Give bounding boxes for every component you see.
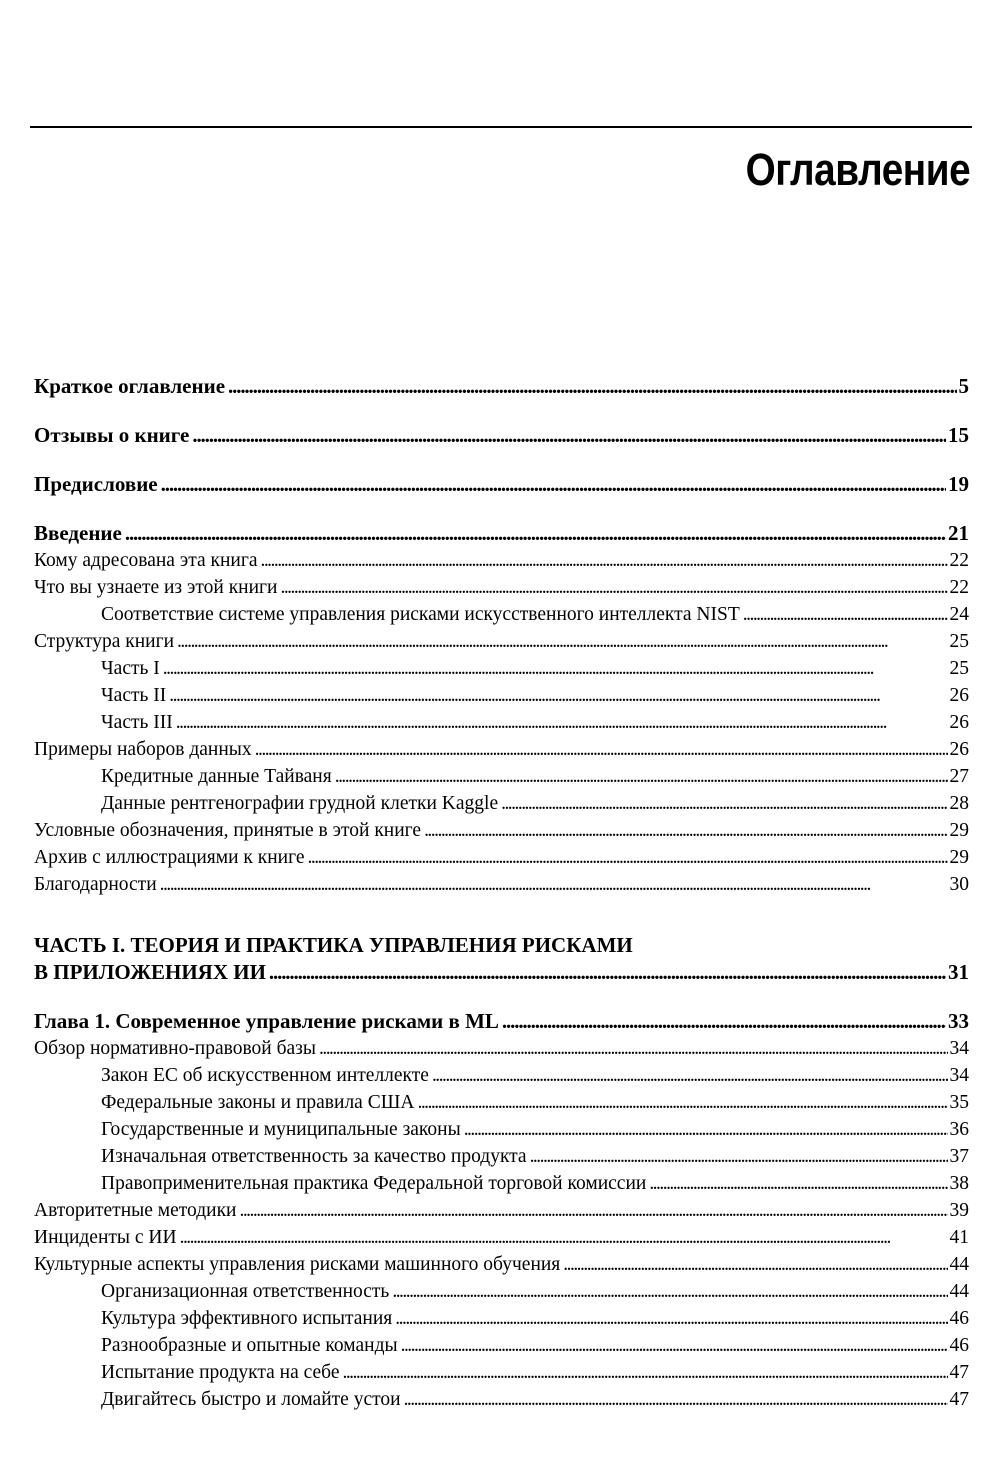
toc-entry-title: Примеры наборов данных (34, 739, 252, 760)
toc-entry[interactable] (34, 1305, 969, 1332)
toc-entry-title: В ПРИЛОЖЕНИЯХ ИИ (34, 960, 266, 984)
table-of-contents (34, 373, 969, 1413)
toc-entry[interactable] (34, 682, 969, 709)
toc-entry[interactable] (34, 1116, 969, 1143)
toc-entry-page: 30 (949, 874, 969, 895)
toc-entry-page: 22 (949, 550, 969, 571)
toc-leader-dots (169, 682, 947, 709)
toc-leader-dots (335, 763, 948, 790)
toc-leader-dots (395, 1305, 947, 1332)
toc-entry[interactable] (34, 601, 969, 628)
toc-entry-page: 15 (948, 423, 969, 447)
toc-leader-dots (269, 959, 946, 986)
toc-entry-title: Обзор нормативно-правовой базы (34, 1038, 316, 1059)
toc-entry-page: 25 (949, 631, 969, 652)
toc-entry-title: Организационная ответственность (101, 1281, 390, 1302)
toc-entry-title: Краткое оглавление (34, 374, 226, 398)
toc-leader-dots (424, 817, 947, 844)
toc-entry-page: 29 (949, 820, 969, 841)
toc-entry[interactable] (34, 1143, 969, 1170)
toc-leader-dots (161, 471, 946, 498)
toc-entry-page: 22 (949, 577, 969, 598)
toc-entry-title: Авторитетные методики (34, 1200, 237, 1221)
toc-entry[interactable] (34, 1386, 969, 1413)
toc-entry-title: Изначальная ответственность за качество продукта (101, 1146, 527, 1167)
toc-leader-dots (563, 1251, 947, 1278)
toc-entry[interactable] (34, 520, 969, 547)
toc-entry-title: Разнообразные и опытные команды (101, 1335, 398, 1356)
toc-entry-page: 34 (949, 1038, 969, 1059)
toc-entry-page: 46 (949, 1308, 969, 1329)
toc-entry-title: Культура эффективного испытания (101, 1308, 393, 1329)
toc-leader-dots (404, 1386, 948, 1413)
toc-entry-title: Благодарности (34, 874, 157, 895)
toc-leader-dots (342, 1359, 947, 1386)
toc-entry[interactable] (34, 1224, 969, 1251)
toc-leader-dots (280, 574, 947, 601)
toc-entry-title: Данные рентгенографии грудной клетки Kaggle (101, 793, 499, 814)
toc-entry[interactable] (34, 790, 969, 817)
toc-entry-title: Двигайтесь быстро и ломайте устои (101, 1389, 401, 1410)
toc-entry-title: Соответствие системе управления рисками искусственного интеллекта NIST (101, 604, 740, 625)
toc-entry-page: 44 (949, 1254, 969, 1275)
toc-leader-dots (255, 736, 948, 763)
toc-entry[interactable] (34, 574, 969, 601)
toc-entry-title: Часть III (101, 712, 173, 733)
toc-part-heading-line1[interactable]: ЧАСТЬ I. ТЕОРИЯ И ПРАКТИКА УПРАВЛЕНИЯ РИСКАМИ (34, 933, 633, 957)
toc-entry[interactable] (34, 1278, 969, 1305)
toc-entry-page: 27 (949, 766, 969, 787)
toc-entry-title: Культурные аспекты управления рисками машинного обучения (34, 1254, 561, 1275)
toc-entry-title: Инциденты с ИИ (34, 1227, 177, 1248)
header-rule (30, 126, 972, 128)
toc-entry[interactable] (34, 1197, 969, 1224)
toc-entry-title: Предисловие (34, 472, 158, 496)
toc-entry-title: Отзывы о книге (34, 423, 190, 447)
toc-leader-dots (432, 1062, 948, 1089)
toc-entry-page: 38 (949, 1173, 969, 1194)
toc-entry-title: Введение (34, 521, 122, 545)
toc-leader-dots (260, 547, 947, 574)
toc-entry-page: 41 (949, 1227, 969, 1248)
toc-entry-title: Часть I (101, 658, 160, 679)
toc-entry[interactable] (34, 736, 969, 763)
toc-entry[interactable] (34, 1332, 969, 1359)
toc-entry-title: Условные обозначения, принятые в этой книге (34, 820, 422, 841)
toc-entry-page: 26 (949, 712, 969, 733)
toc-entry-page: 35 (949, 1092, 969, 1113)
toc-entry[interactable] (34, 1062, 969, 1089)
toc-leader-dots (177, 628, 947, 655)
toc-entry-title: Что вы узнаете из этой книги (34, 577, 278, 598)
toc-entry-title: Правоприменительная практика Федеральной торговой комиссии (101, 1173, 647, 1194)
toc-entry[interactable] (34, 763, 969, 790)
toc-entry-page: 25 (949, 658, 969, 679)
toc-entry-title: Глава 1. Современное управление рисками в ML (34, 1009, 499, 1033)
toc-leader-dots (125, 520, 946, 547)
toc-leader-dots (464, 1116, 948, 1143)
toc-entry[interactable] (34, 1089, 969, 1116)
toc-entry[interactable] (34, 871, 969, 898)
toc-entry-page: 33 (948, 1009, 969, 1033)
toc-entry[interactable] (34, 844, 969, 871)
toc-entry-page: 21 (948, 521, 969, 545)
toc-entry[interactable] (34, 373, 969, 400)
toc-entry-page: 46 (949, 1335, 969, 1356)
toc-entry-page: 31 (948, 960, 969, 984)
toc-entry-title: Кредитные данные Тайваня (101, 766, 332, 787)
toc-entry-page: 29 (949, 847, 969, 868)
toc-entry-page: 36 (949, 1119, 969, 1140)
toc-entry[interactable] (34, 655, 969, 682)
toc-entry[interactable] (34, 471, 969, 498)
toc-entry-title: Федеральные законы и правила США (101, 1092, 415, 1113)
toc-leader-dots (501, 790, 947, 817)
toc-leader-dots (401, 1332, 948, 1359)
toc-entry-page: 47 (949, 1389, 969, 1410)
toc-leader-dots (160, 871, 948, 898)
toc-entry[interactable] (34, 1251, 969, 1278)
toc-entry-title: Испытание продукта на себе (101, 1362, 340, 1383)
toc-entry-page: 47 (949, 1362, 969, 1383)
toc-leader-dots (228, 373, 956, 400)
toc-leader-dots (743, 601, 948, 628)
page-title: Оглавление (745, 144, 970, 195)
toc-entry-title: Часть II (101, 685, 167, 706)
toc-entry[interactable] (34, 422, 969, 449)
toc-entry-page: 34 (949, 1065, 969, 1086)
toc-leader-dots (530, 1143, 948, 1170)
toc-entry[interactable] (34, 628, 969, 655)
toc-entry-page: 44 (949, 1281, 969, 1302)
toc-leader-dots (176, 709, 948, 736)
toc-leader-dots (163, 655, 948, 682)
toc-entry-title: Структура книги (34, 631, 175, 652)
toc-leader-dots (502, 1008, 946, 1035)
toc-leader-dots (649, 1170, 947, 1197)
toc-entry-page: 5 (958, 374, 969, 398)
toc-entry-title: Закон ЕС об искусственном интеллекте (101, 1065, 429, 1086)
toc-entry[interactable] (34, 817, 969, 844)
toc-leader-dots (417, 1089, 947, 1116)
toc-leader-dots (308, 844, 948, 871)
toc-entry[interactable] (34, 959, 969, 986)
toc-entry[interactable] (34, 547, 969, 574)
toc-entry[interactable] (34, 1008, 969, 1035)
toc-entry-page: 24 (949, 604, 969, 625)
toc-leader-dots (192, 422, 946, 449)
toc-entry-page: 26 (949, 685, 969, 706)
toc-entry[interactable] (34, 709, 969, 736)
toc-leader-dots (392, 1278, 947, 1305)
toc-entry-title: Государственные и муниципальные законы (101, 1119, 461, 1140)
toc-entry-page: 39 (949, 1200, 969, 1221)
toc-entry-title: Кому адресована эта книга (34, 550, 258, 571)
toc-entry[interactable] (34, 1359, 969, 1386)
toc-entry-page: 37 (949, 1146, 969, 1167)
toc-entry-page: 26 (949, 739, 969, 760)
toc-leader-dots (180, 1224, 948, 1251)
toc-leader-dots (239, 1197, 947, 1224)
toc-entry[interactable] (34, 1035, 969, 1062)
toc-leader-dots (319, 1035, 948, 1062)
toc-entry-page: 19 (948, 472, 969, 496)
toc-entry[interactable] (34, 1170, 969, 1197)
toc-entry-title: Архив с иллюстрациями к книге (34, 847, 305, 868)
toc-entry-page: 28 (949, 793, 969, 814)
